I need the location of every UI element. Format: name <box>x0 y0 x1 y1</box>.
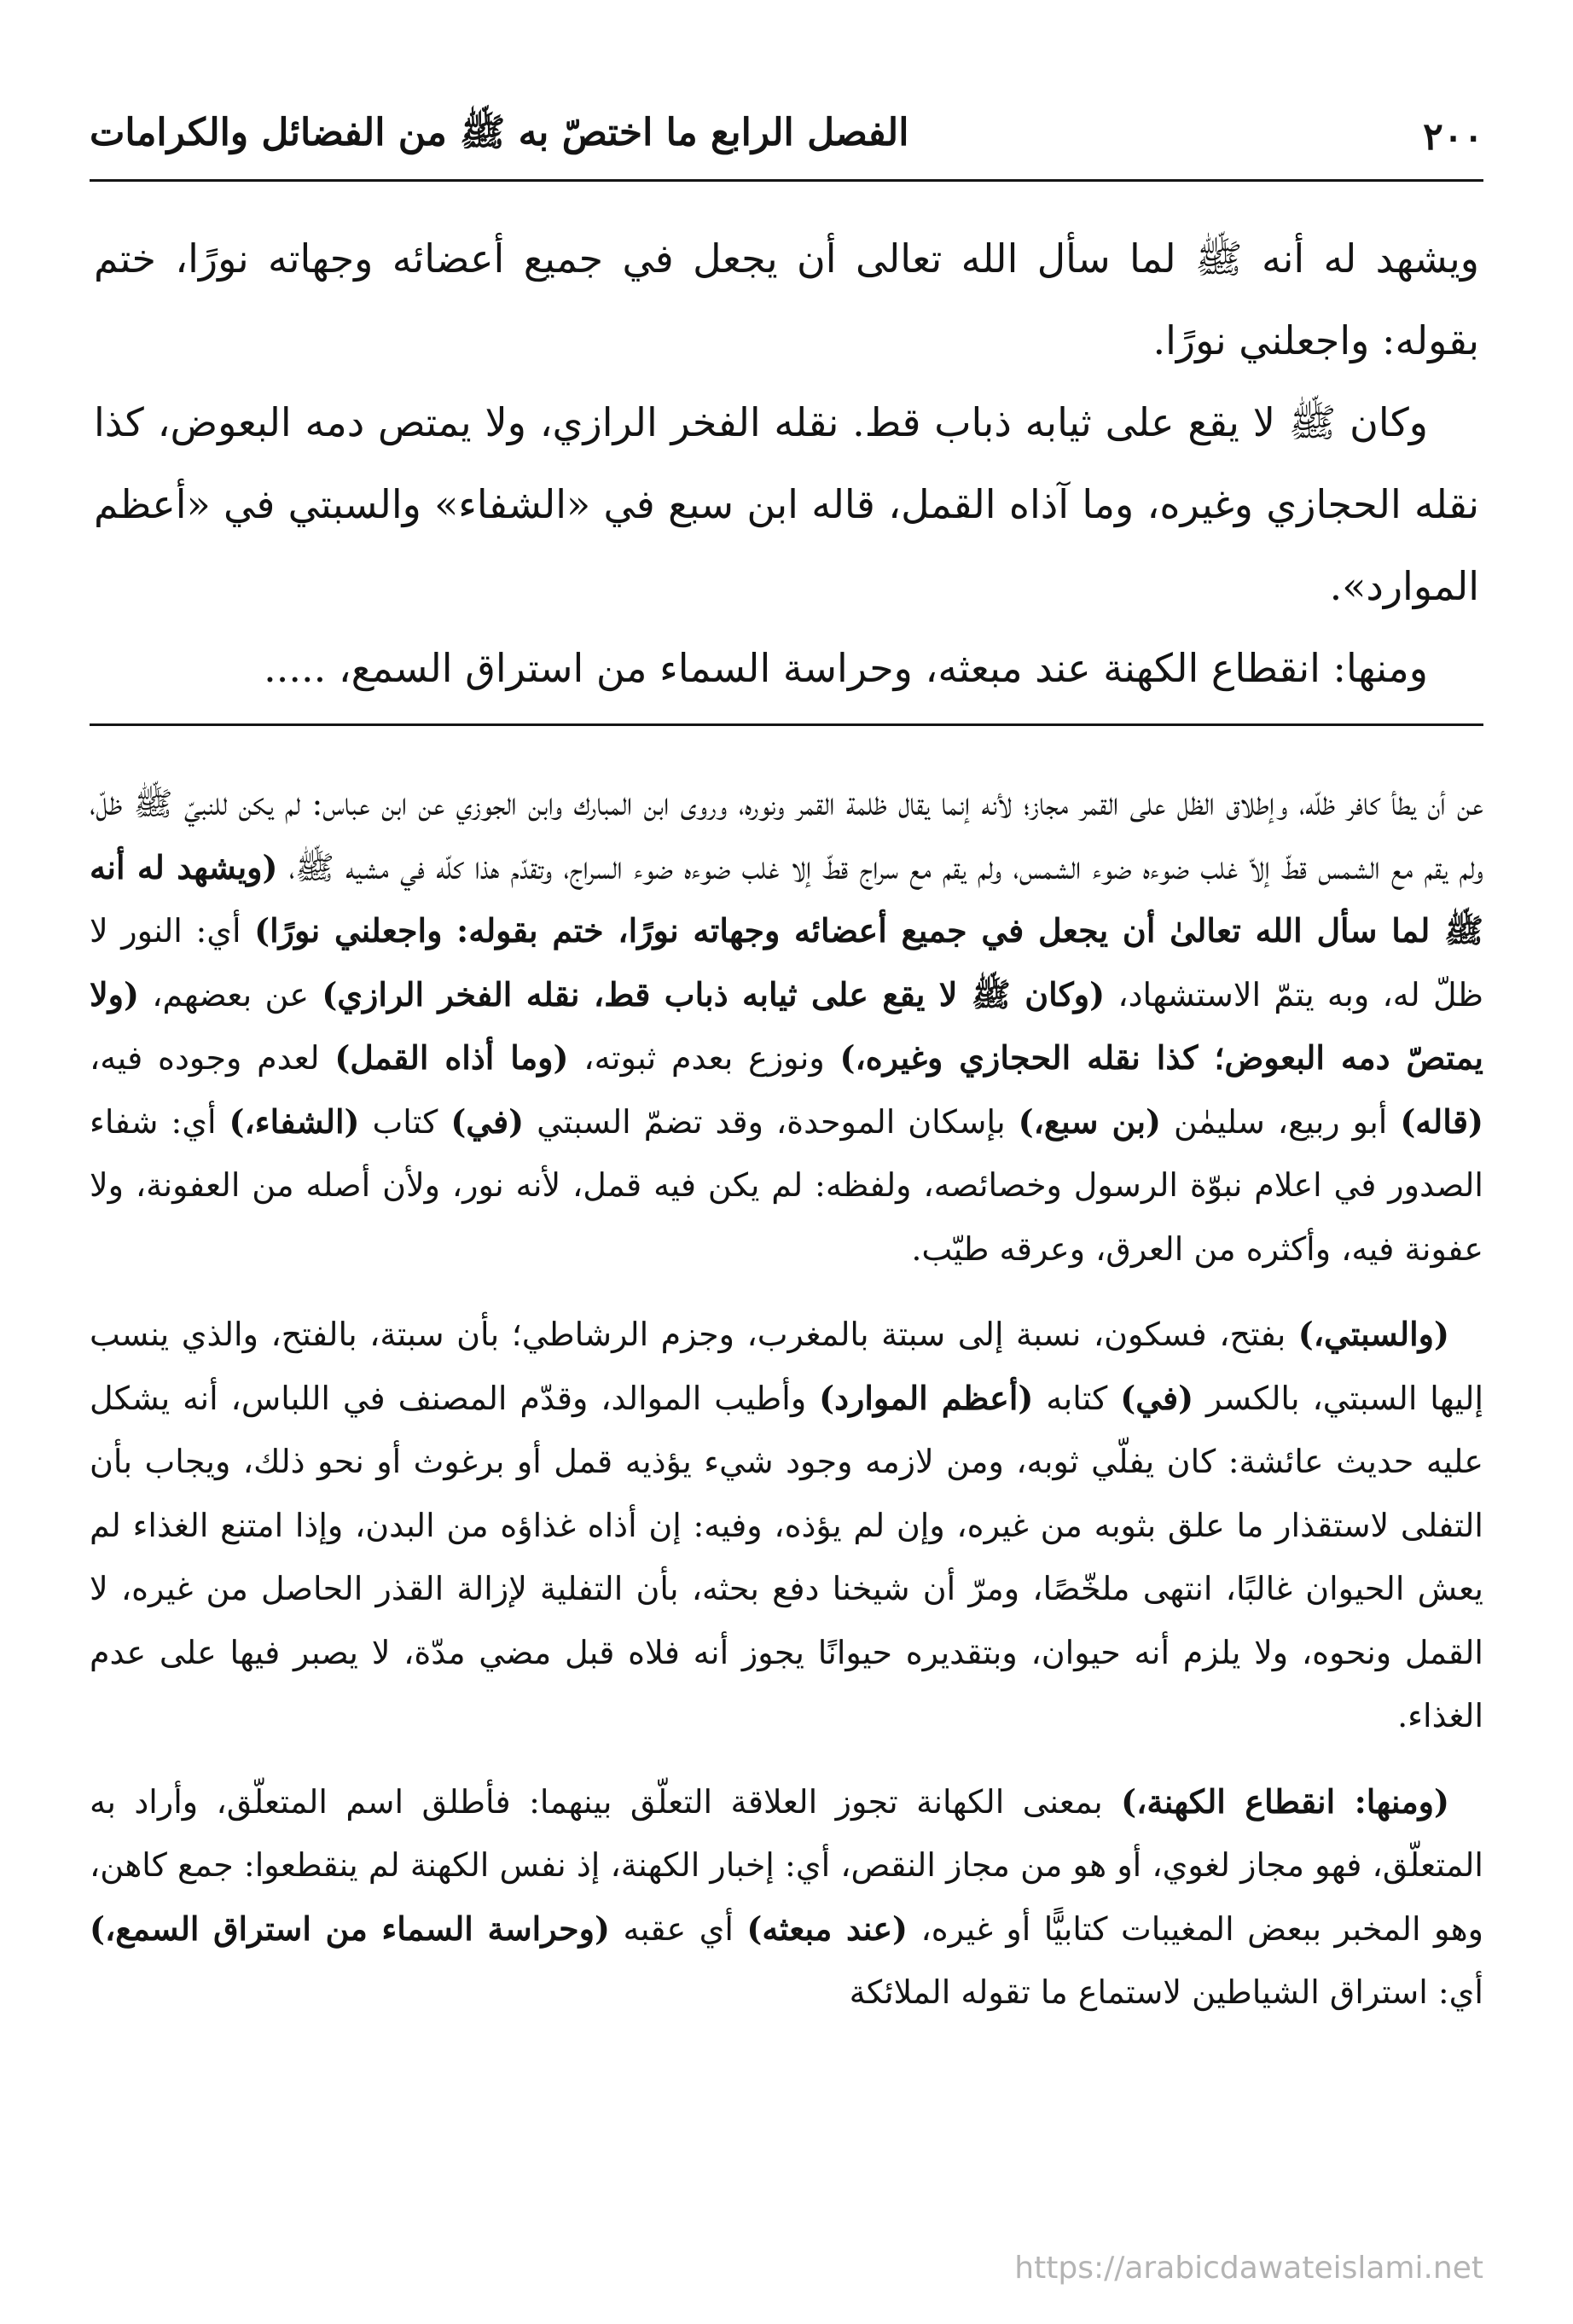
section-divider <box>90 723 1483 726</box>
quoted-main-text: (وما أذاه القمل) <box>334 1038 569 1077</box>
commentary-paragraph <box>90 772 1483 1281</box>
commentary-text-run: أي: استراق الشياطين لاستماع ما تقوله الملائكة <box>849 1973 1483 2011</box>
watermark-url: https://arabicdawateislami.net <box>1014 2251 1483 2286</box>
quoted-main-text: (الشفاء،) <box>229 1101 360 1141</box>
commentary-text-run: أي عقبه <box>610 1909 747 1948</box>
commentary-paragraph <box>90 1303 1483 1748</box>
chapter-title: الفصل الرابع ما اختصّ به ﷺ من الفضائل والكرامات <box>90 111 909 154</box>
commentary-text-run: وأطيب الموالد، وقدّم المصنف في اللباس، أنه يشكل عليه حديث عائشة: كان يفلّي ثوبه، ومن لازمه وجود شيء يؤذيه قمل أو برغوث أو نحو ذلك، ويجاب بأن التفلى لاستقذار ما علق بثوبه من غيره، وإن لم يؤذه، وفيه: إن أذاه غذاؤه من البدن، وإذا امتنع الغذاء لم يعش الحيوان غالبًا، انتهى ملخّصًا، ومرّ أن شيخنا دفع بحثه، بأن التفلية لإزالة القذر الحاصل من غيره، لا القمل ونحوه، ولا يلزم أنه حيوان، وبتقديره حيوانًا يجوز أنه فلاه قبل مضي مدّة، لا يصبر فيها على عدم الغذاء. <box>90 1379 1483 1734</box>
quoted-main-text: (ومنها: انقطاع الكهنة،) <box>1121 1781 1450 1821</box>
quoted-main-text: (في) <box>450 1101 525 1141</box>
commentary-text-run: بإسكان الموحدة، وقد تضمّ السبتي <box>524 1102 1019 1141</box>
quoted-main-text: (والسبتي،) <box>1297 1315 1449 1353</box>
main-paragraph: ويشهد له أنه ﷺ لما سأل الله تعالى أن يجعل في جميع أعضائه وجهاته نورًا، ختم بقوله: واجعلني نورًا. <box>94 235 1479 363</box>
commentary-text-run: كتاب <box>359 1102 451 1141</box>
header-divider <box>90 179 1483 182</box>
commentary-text-run: أي: النور لا ظلّ له، وبه يتمّ الاستشهاد، <box>90 912 1483 1014</box>
main-paragraph: وكان ﷺ لا يقع على ثيابه ذباب قط. نقله الفخر الرازي، ولا يمتص دمه البعوض، كذا نقله الحجازي وغيره، وما آذاه القمل، قاله ابن سبع في «الشفاء» والسبتي في «أعظم الموارد». <box>94 399 1479 609</box>
page-number: ٢٠٠ <box>1423 114 1483 159</box>
commentary-text-run: ونوزع بعدم ثبوته، <box>568 1039 840 1077</box>
commentary-text-run: أبو ربيع، سليمٰن <box>1161 1102 1401 1141</box>
commentary-text-run: بفتح، فسكون، نسبة إلى سبتة بالمغرب، وجزم الرشاطي؛ بأن سبتة، بالفتح، والذي ينسب إليها السبتي، بالكسر <box>90 1316 1483 1417</box>
commentary-text-run: لعدم وجوده فيه، <box>90 1039 335 1077</box>
quoted-main-text: (أعظم الموارد) <box>819 1378 1034 1417</box>
commentary-text <box>90 772 1483 2025</box>
commentary-text-run: أي: شفاء الصدور في اعلام نبوّة الرسول وخصائصه، ولفظه: لم يكن فيه قمل، لأنه نور، ولأن أصله من العفونة، ولا عفونة فيه، وأكثره من العرق، وعرقه طيّب. <box>90 1102 1483 1268</box>
main-paragraph: ومنها: انقطاع الكهنة عند مبعثه، وحراسة السماء من استراق السمع، ..... <box>264 645 1428 691</box>
quoted-main-text: (في) <box>1120 1378 1194 1417</box>
quoted-main-text: (وكان ﷺ لا يقع على ثيابه ذباب قط، نقله الفخر الرازي) <box>322 974 1106 1014</box>
quoted-main-text: (ولا يمتصّ دمه البعوض؛ كذا نقله الحجازي وغيره،) <box>90 974 1483 1077</box>
page-header <box>90 102 1483 171</box>
quoted-main-text: (ويشهد له أنه ﷺ لما سأل الله تعالىٰ أن يجعل في جميع أعضائه وجهاته نورًا، ختم بقوله: واجعلني نورًا) <box>90 847 1483 950</box>
quoted-main-text: (وحراسة السماء من استراق السمع،) <box>90 1909 611 1948</box>
main-text <box>94 218 1479 709</box>
quoted-main-text: (بن سبع،) <box>1018 1101 1162 1141</box>
commentary-text-run: عن بعضهم، <box>139 975 322 1014</box>
quoted-main-text: (قاله) <box>1400 1101 1483 1141</box>
commentary-paragraph <box>90 1770 1483 2025</box>
quoted-main-text: (عند مبعثه) <box>746 1909 908 1948</box>
commentary-text-run: بمعنى الكهانة تجوز العلاقة التعلّق بينهما: فأطلق اسم المتعلّق، وأراد به المتعلّق، فهو مجاز لغوي، أو هو من مجاز النقص، أي: إخبار الكهنة، إذ نفس الكهنة لم ينقطعوا: جمع كاهن، وهو المخبر ببعض المغيبات كتابيًّا أو غيره، <box>90 1782 1484 1948</box>
commentary-text-run: كتابه <box>1033 1379 1121 1417</box>
commentary-text-run: عن أن يطأ كافر ظلّه، وإطلاق الظل على القمر مجاز؛ لأنه إنما يقال ظلمة القمر ونوره، وروى ابن المبارك وابن الجوزي عن ابن عباس: لم يكن للنبيّ ﷺ ظلّ، ولم يقم مع الشمس قطّ إلاّ غلب ضوءه ضوء الشمس، ولم يقم مع سراج قطّ إلا غلب ضوءه ضوء السراج، وتقدّم هذا كلّه في مشيه ﷺ، <box>90 785 1484 886</box>
